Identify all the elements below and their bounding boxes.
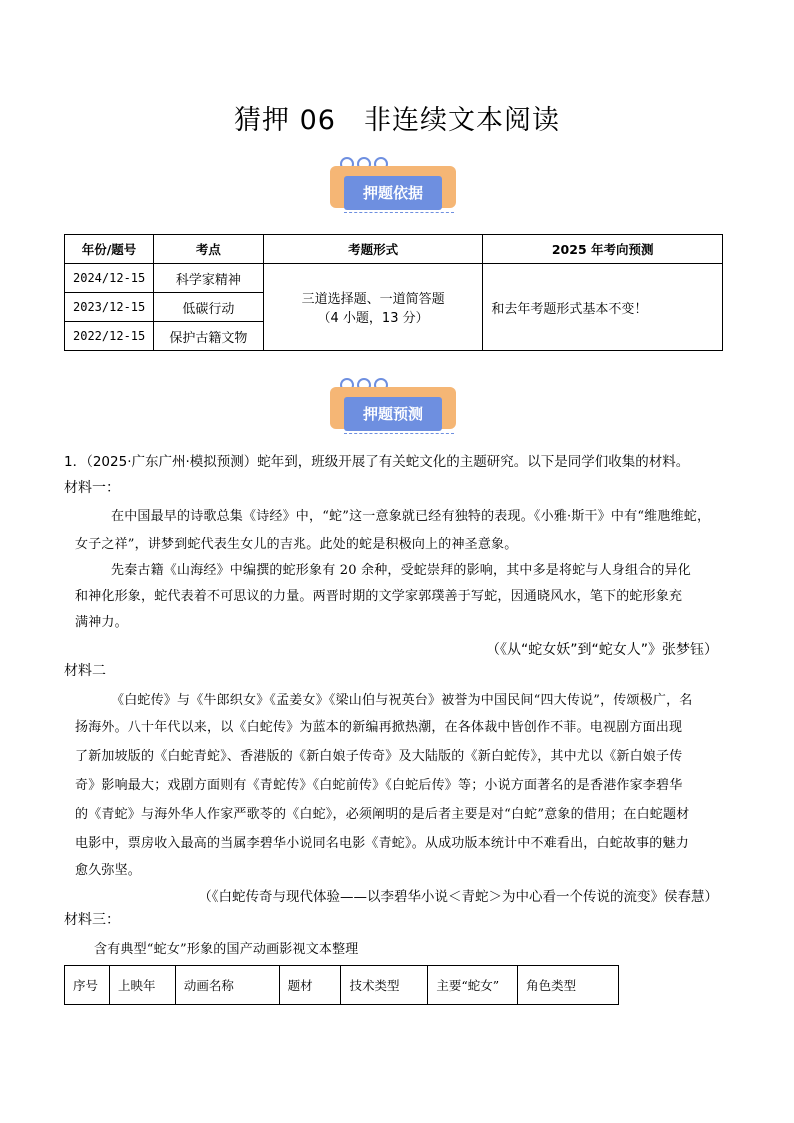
question-intro: 1．（2025·广东广州·模拟预测）蛇年到，班级开展了有关蛇文化的主题研究。以下是同学们收集的材料。 xyxy=(64,454,690,470)
table-header: 题材 xyxy=(279,966,341,1005)
material-line: 电影中，票房收入最高的当属李碧华小说同名电影《青蛇》。从成功版本统计中不难看出，白蛇故事的魅力 xyxy=(75,836,689,851)
form-line: 三道选择题、一道简答题 xyxy=(301,292,445,307)
badge-label: 押题预测 xyxy=(344,397,442,431)
table-header-row xyxy=(65,966,619,1005)
table-header: 序号 xyxy=(65,966,110,1005)
material-line: 女子之祥”，讲梦到蛇代表生女儿的吉兆。此处的蛇是积极向上的神圣意象。 xyxy=(75,537,518,552)
material-line: 的《青蛇》与海外华人作家严歌苓的《白蛇》，必须阐明的是后者主要是对“白蛇”意象的借用；在白蛇题材 xyxy=(75,807,690,822)
animation-table xyxy=(64,965,619,1005)
table-header: 角色类型 xyxy=(518,966,619,1005)
material-line: 《白蛇传》与《牛郎织女》《孟姜女》《梁山伯与祝英台》被誉为中国民间“四大传说”，传颂极广，名 xyxy=(111,693,693,708)
material-2-label: 材料二 xyxy=(64,663,106,679)
table-header: 主要“蛇女” xyxy=(428,966,518,1005)
material-1-label: 材料一： xyxy=(64,480,120,496)
badge-label: 押题依据 xyxy=(344,176,442,210)
page-title: 猜押 06 非连续文本阅读 xyxy=(234,105,560,136)
material-line: 满神力。 xyxy=(75,615,128,630)
material-line: 愈久弥坚。 xyxy=(75,863,142,878)
table-row xyxy=(65,264,723,293)
date-cell: 2022/12-15 xyxy=(65,322,154,351)
table-header: 上映年 xyxy=(109,966,175,1005)
material-line: 扬海外。八十年代以来，以《白蛇传》为蓝本的新编再掀热潮，在各体裁中皆创作不菲。电视剧方面出现 xyxy=(75,720,683,735)
table-caption: 含有典型“蛇女”形象的国产动画影视文本整理 xyxy=(94,942,359,957)
table-header: 动画名称 xyxy=(175,966,279,1005)
material-line: 和神化形象，蛇代表着不可思议的力量。两晋时期的文学家郭璞善于写蛇，因通晓风水，笔下的蛇形象充 xyxy=(75,589,683,604)
material-1-source: （《从“蛇女妖”到“蛇女人”》张梦钰） xyxy=(485,642,718,658)
point-cell: 低碳行动 xyxy=(153,293,263,322)
basis-table xyxy=(64,234,723,351)
form-line: （4 小题，13 分） xyxy=(317,311,429,326)
section-badge-basis xyxy=(330,156,462,224)
material-2-source: （《白蛇传奇与现代体验——以李碧华小说＜青蛇＞为中心看一个传说的流变》侯春慧） xyxy=(198,889,718,905)
table-header: 考题形式 xyxy=(263,235,483,264)
material-3-label: 材料三： xyxy=(64,912,120,928)
material-line: 先秦古籍《山海经》中编撰的蛇形象有 20 余种，受蛇崇拜的影响，其中多是将蛇与人身组合的异化 xyxy=(111,563,692,578)
table-header-row xyxy=(65,235,723,264)
point-cell: 保护古籍文物 xyxy=(153,322,263,351)
date-cell: 2024/12-15 xyxy=(65,264,154,293)
date-cell: 2023/12-15 xyxy=(65,293,154,322)
table-header: 2025 年考向预测 xyxy=(483,235,723,264)
section-badge-prediction xyxy=(330,377,462,445)
form-cell xyxy=(263,264,483,351)
prediction-cell: 和去年考题形式基本不变！ xyxy=(483,264,723,351)
material-line: 了新加坡版的《白蛇青蛇》、香港版的《新白娘子传奇》及大陆版的《新白蛇传》，其中尤以《新白娘子传 xyxy=(75,749,683,764)
point-cell: 科学家精神 xyxy=(153,264,263,293)
table-header: 考点 xyxy=(153,235,263,264)
material-line: 奇》影响最大；戏剧方面则有《青蛇传》《白蛇前传》《白蛇后传》等；小说方面著名的是香港作家李碧华 xyxy=(75,778,683,793)
material-line: 在中国最早的诗歌总集《诗经》中，“蛇”这一意象就已经有独特的表现。《小雅·斯干》中有“维虺维蛇， xyxy=(111,509,711,524)
table-header: 技术类型 xyxy=(341,966,428,1005)
table-header: 年份/题号 xyxy=(65,235,154,264)
